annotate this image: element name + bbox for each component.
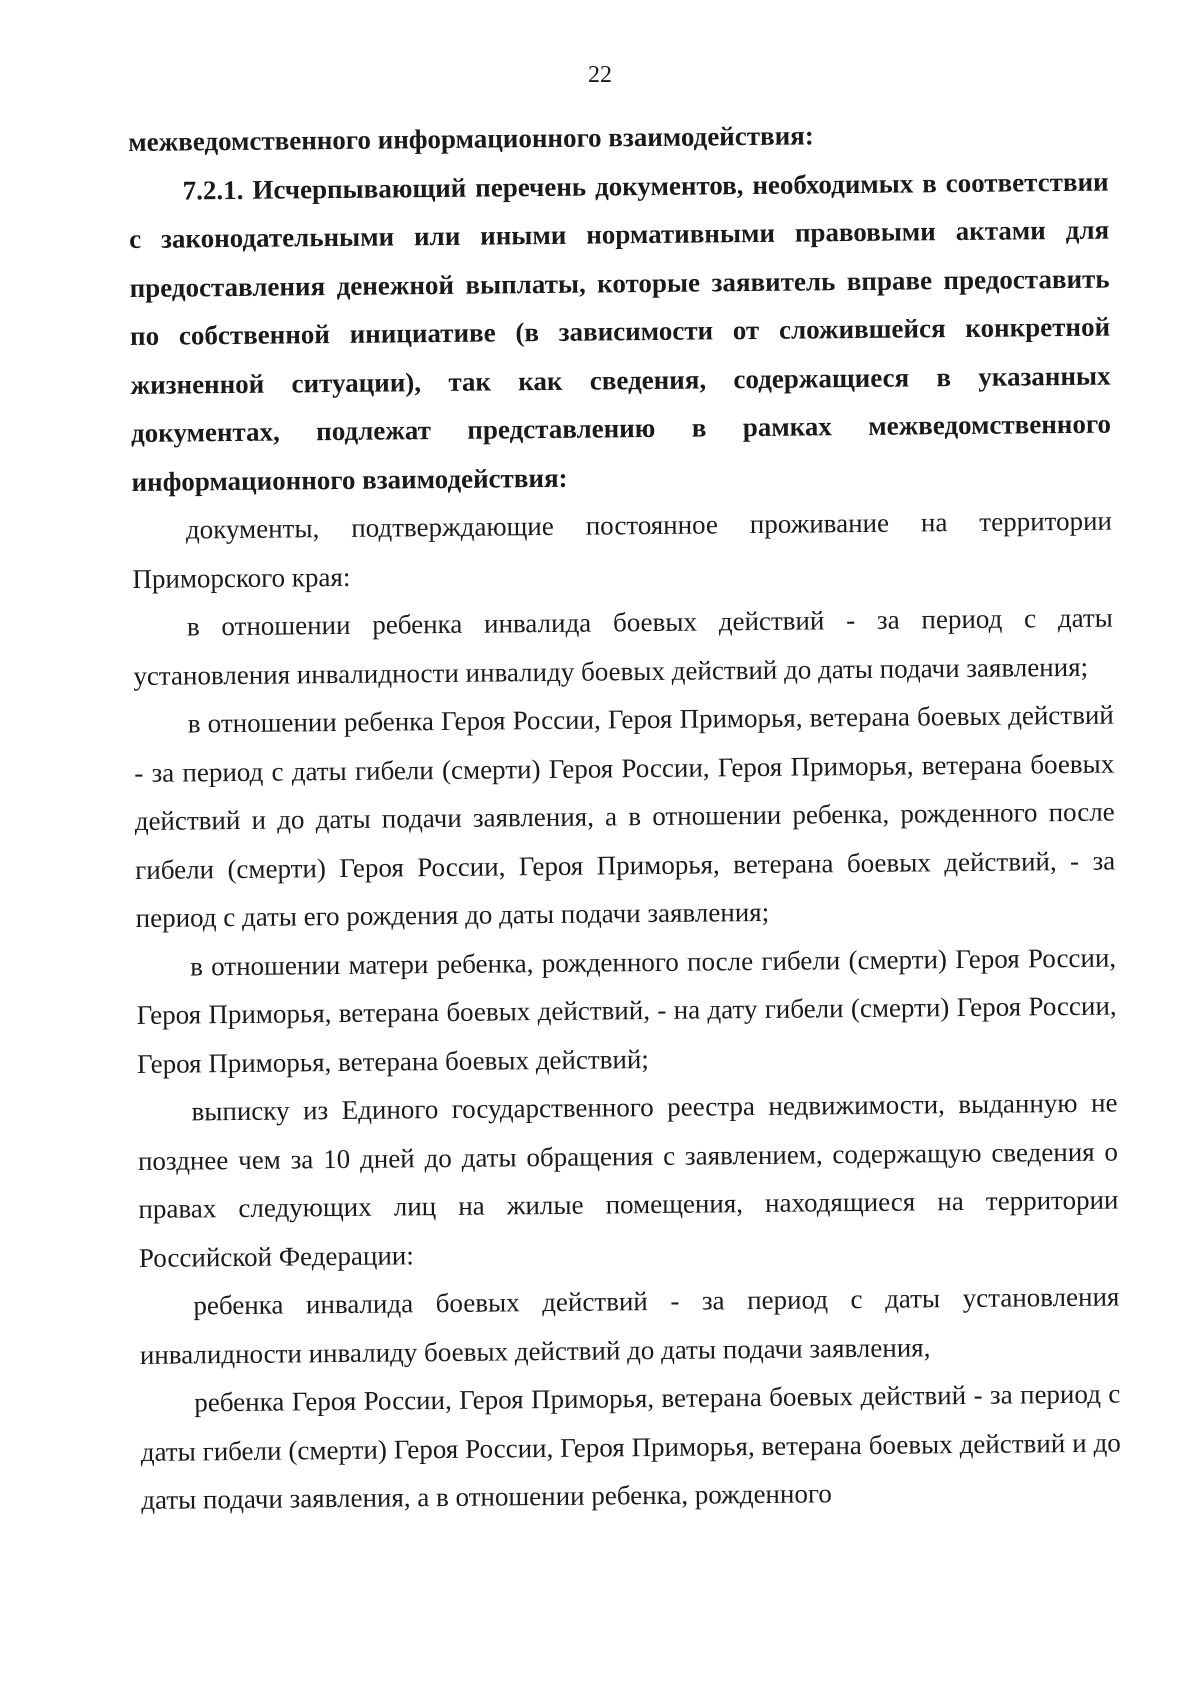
document-body [128,109,1121,1525]
page-number: 22 [588,62,612,88]
paragraph-continuation: межведомственного информационного взаимодействия: [128,120,814,157]
paragraph-egrn-extract: выписку из Единого государственного реестра недвижимости, выданную не позднее чем за 10 дней до даты обращения с заявлением, содержащую сведения о правах следующих лиц на жилые помещения, находящиеся на территории Российской Федерации: [137,1087,1119,1273]
section-7-2-1: 7.2.1. Исчерпывающий перечень документов, необходимых в соответствии с законодательными или иными нормативными правовыми актами для предоставления денежной выплаты, которые заявитель вправе предоставить по собственной инициативе (в зависимости от сложившейся конкретной жизненной ситуации), так как сведения, содержащиеся в указанных документах, подлежат представлению в рамках межведомственного информационного взаимодействия: [129,166,1112,497]
paragraph-child-disabled-veteran: в отношении ребенка инвалида боевых действий - за период с даты установления инвалидности инвалиду боевых действий до даты подачи заявления; [133,602,1113,691]
paragraph-extract-child-disabled: ребенка инвалида боевых действий - за период с даты установления инвалидности инвалиду боевых действий до даты подачи заявления, [139,1281,1120,1370]
paragraph-child-hero: в отношении ребенка Героя России, Героя Приморья, ветерана боевых действий - за период с даты гибели (смерти) Героя России, Героя Приморья, ветерана боевых действий и до даты подачи заявления, а в отношении ребенка, рожденного после гибели (смерти) Героя России, Героя Приморья, ветерана боевых действий, - за период с даты его рождения до даты подачи заявления; [134,699,1116,933]
paragraph-residence-documents: документы, подтверждающие постоянное проживание на территории Приморского края: [132,505,1113,594]
paragraph-extract-child-hero: ребенка Героя России, Героя Приморья, ветерана боевых действий - за период с даты гибели (смерти) Героя России, Героя Приморья, ветерана боевых действий и до даты подачи заявления, а в отношении ребенка, рожденного [140,1378,1121,1515]
paragraph-mother: в отношении матери ребенка, рожденного после гибели (смерти) Героя России, Героя Приморья, ветерана боевых действий, - на дату гибели (смерти) Героя России, Героя Приморья, ветерана боевых действий; [136,942,1117,1079]
